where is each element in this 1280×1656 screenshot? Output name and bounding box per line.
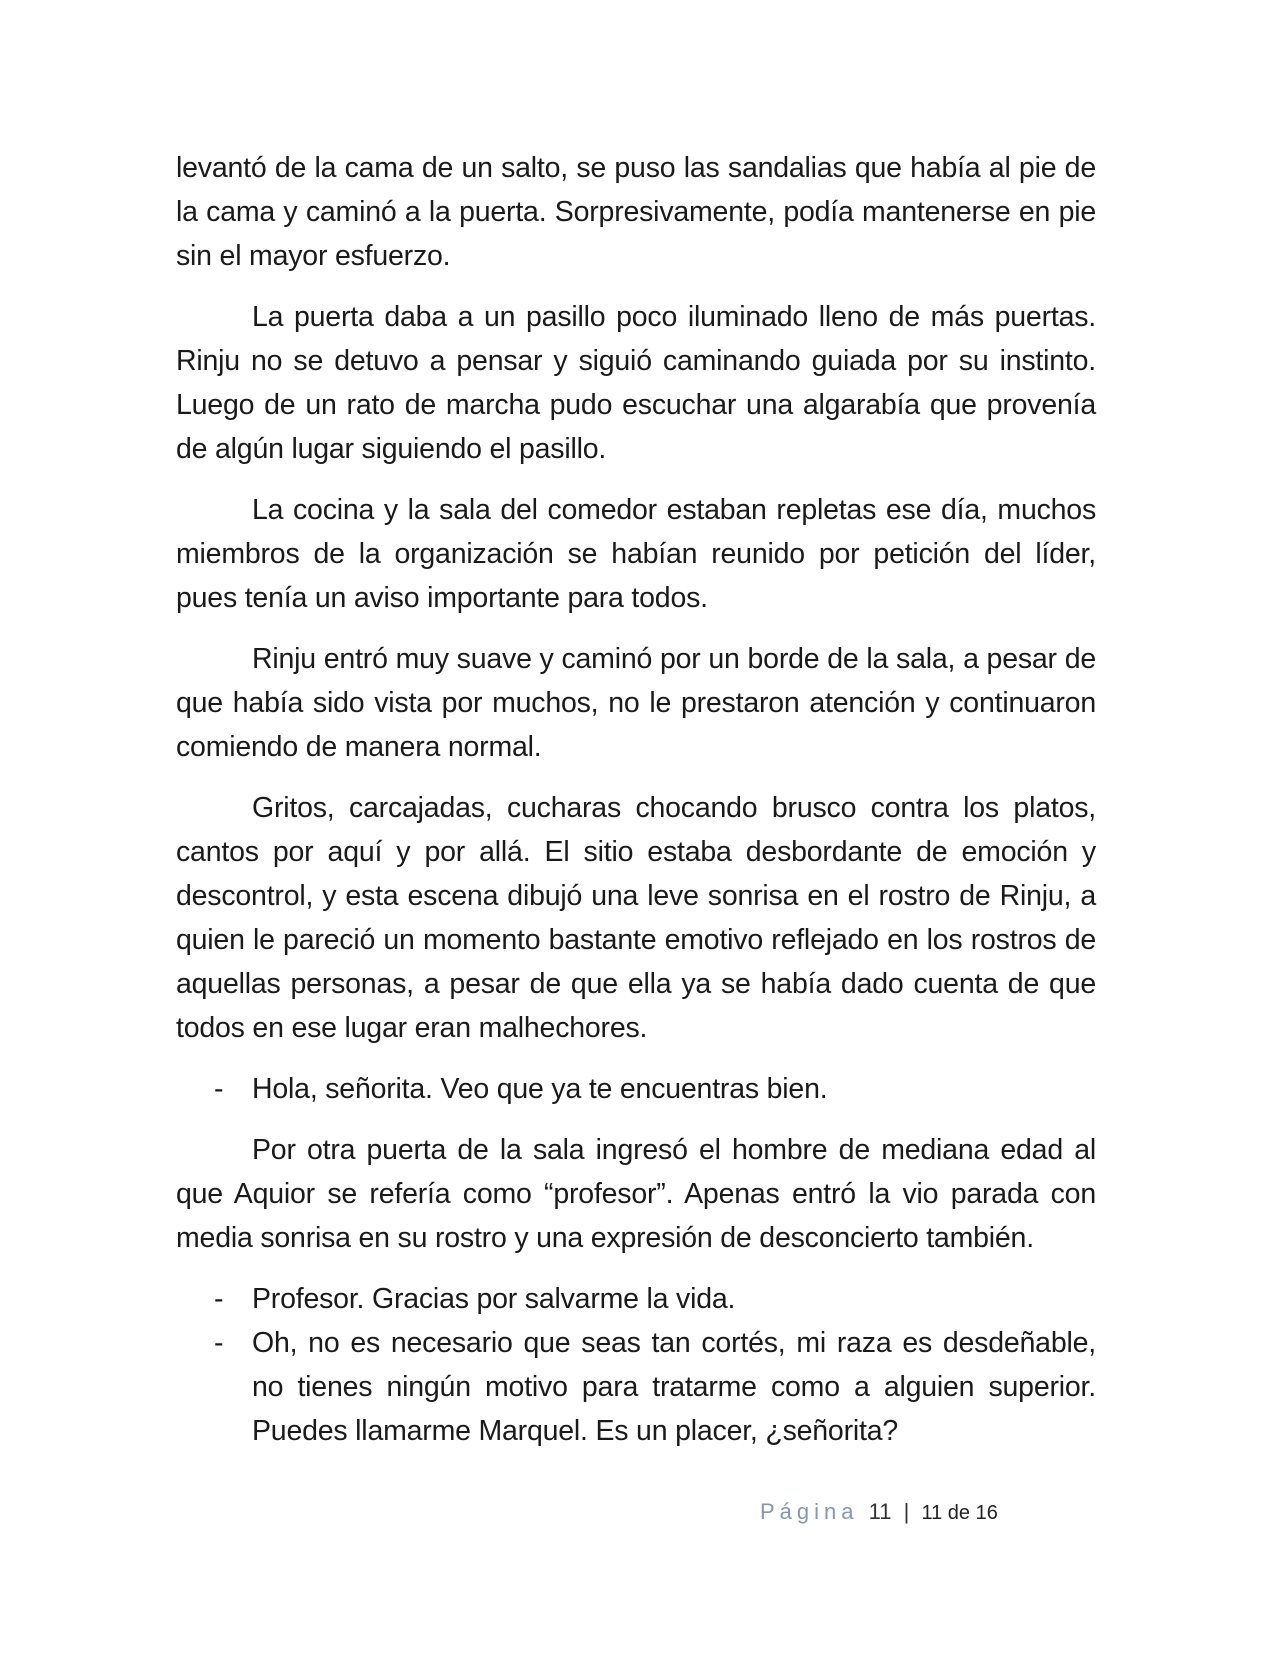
dialogue-line (176, 1321, 1096, 1453)
paragraph: Gritos, carcajadas, cucharas chocando brusco contra los platos, cantos por aquí y por allá. El sitio estaba desbordante de emoción y descontrol, y esta escena dibujó una leve sonrisa en el rostro de Rinju, a quien le pareció un momento bastante emotivo reflejado en los rostros de aquellas personas, a pesar de que ella ya se había dado cuenta de que todos en ese lugar eran malhechores. (176, 792, 1096, 1044)
page-number: 11 (868, 1499, 892, 1524)
paragraph: La puerta daba a un pasillo poco iluminado lleno de más puertas. Rinju no se detuvo a pensar y siguió caminando guiada por su instinto. Luego de un rato de marcha pudo escuchar una algarabía que provenía de algún lugar siguiendo el pasillo. (176, 301, 1096, 465)
page-of-total: 11 de 16 (921, 1502, 998, 1524)
page-label: Página (760, 1499, 859, 1524)
dialogue-text: Hola, señorita. Veo que ya te encuentras bien. (252, 1073, 828, 1105)
dialogue-line (176, 1067, 1096, 1111)
paragraph: Por otra puerta de la sala ingresó el hombre de mediana edad al que Aquior se refería como “profesor”. Apenas entró la vio parada con media sonrisa en su rostro y una expresión de desconcierto también. (176, 1134, 1096, 1254)
footer-separator: | (903, 1499, 910, 1524)
dialogue-dash: - (214, 1073, 224, 1105)
dialogue-list (176, 1067, 1096, 1111)
dialogue-text: Oh, no es necesario que seas tan cortés, mi raza es desdeñable, no tienes ningún motivo para tratarme como a alguien superior. Puedes llamarme Marquel. Es un placer, ¿señorita? (252, 1327, 1096, 1447)
paragraph: levantó de la cama de un salto, se puso las sandalias que había al pie de la cama y caminó a la puerta. Sorpresivamente, podía mantenerse en pie sin el mayor esfuerzo. (176, 152, 1096, 272)
page-body (176, 146, 1096, 1453)
dialogue-line (176, 1277, 1096, 1321)
dialogue-dash: - (214, 1327, 224, 1359)
dialogue-list (176, 1277, 1096, 1453)
dialogue-dash: - (214, 1283, 224, 1315)
page-footer (760, 1492, 1160, 1532)
dialogue-text: Profesor. Gracias por salvarme la vida. (252, 1283, 736, 1315)
paragraph: Rinju entró muy suave y caminó por un borde de la sala, a pesar de que había sido vista por muchos, no le prestaron atención y continuaron comiendo de manera normal. (176, 643, 1096, 763)
paragraph: La cocina y la sala del comedor estaban repletas ese día, muchos miembros de la organización se habían reunido por petición del líder, pues tenía un aviso importante para todos. (176, 494, 1096, 614)
